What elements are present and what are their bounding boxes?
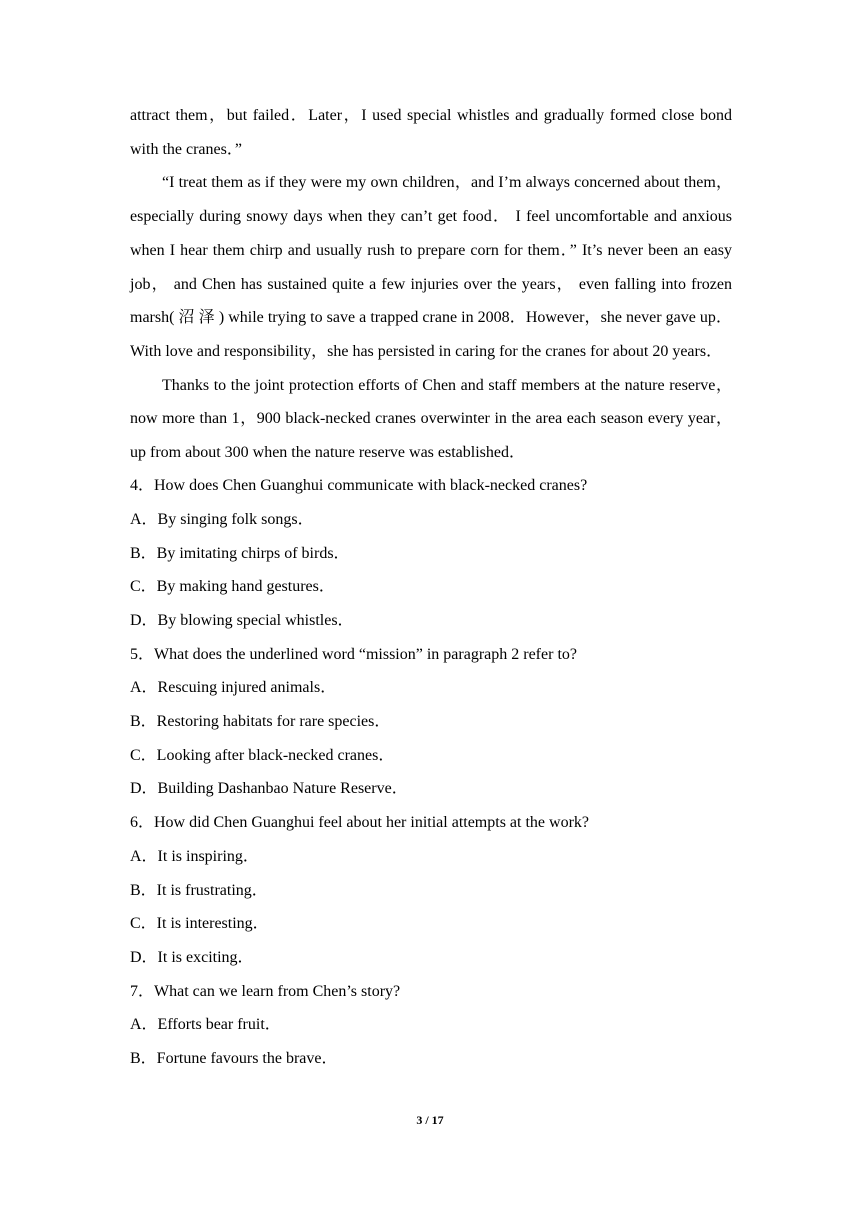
- option-c: C．It is interesting．: [130, 915, 269, 933]
- passage-paragraph-3: Thanks to the joint protection efforts of Chen and staff members at the nature reserve，now more than 1，900 black-necked cranes overwinter in the area each season every year， up from about 300 when the nature reserve was established．: [130, 376, 733, 461]
- option-a: A．Rescuing injured animals．: [130, 679, 337, 697]
- question-stem-start: 5．What does the underlined word: [130, 645, 359, 663]
- question-stem-end: in paragraph 2 refer to?: [422, 645, 577, 663]
- question-stem: 4．How does Chen Guanghui communicate with black-necked cranes?: [130, 477, 588, 495]
- passage-paragraph-2: “I treat them as if they were my own children，and I’m always concerned about them， especially during snowy days when they can’t get food． I feel uncomfortable and anxious when I hear them chirp and usually rush to prepare corn for them．” It’s never been an easy job， and Chen has sustained quite a few injuries over the years， even falling into frozen marsh( 沼 泽 ) while trying to save a trapped crane in 2008．However，she never gave up．With love and responsibility，she has persisted in caring for the cranes for about 20 years．: [130, 174, 732, 360]
- page-content: [130, 99, 732, 1076]
- question-7: [130, 975, 732, 1076]
- option-a: A．It is inspiring．: [130, 847, 259, 865]
- page-number: 3 / 17: [416, 1113, 444, 1127]
- passage-paragraph-1: attract them，but failed．Later，I used special whistles and gradually formed close bond with the cranes．”: [130, 107, 732, 158]
- option-c: C．Looking after black-necked cranes．: [130, 746, 395, 764]
- option-d: D．Building Dashanbao Nature Reserve．: [130, 780, 408, 798]
- question-stem: [130, 638, 732, 672]
- option-b: B．By imitating chirps of birds．: [130, 544, 350, 562]
- option-a: A．By singing folk songs．: [130, 510, 314, 528]
- question-6: [130, 806, 732, 975]
- option-b: B．Restoring habitats for rare species．: [130, 713, 391, 731]
- underlined-word: “mission”: [358, 645, 423, 663]
- option-d: D．By blowing special whistles．: [130, 611, 354, 629]
- option-b: B．It is frustrating．: [130, 881, 268, 899]
- option-c: C．By making hand gestures．: [130, 578, 335, 596]
- question-5: [130, 638, 732, 807]
- question-stem: 6．How did Chen Guanghui feel about her initial attempts at the work?: [130, 814, 590, 832]
- option-d: D．It is exciting．: [130, 948, 254, 966]
- question-4: [130, 469, 732, 638]
- option-a: A．Efforts bear fruit．: [130, 1016, 281, 1034]
- option-b: B．Fortune favours the brave．: [130, 1050, 338, 1068]
- question-stem: 7．What can we learn from Chen’s story?: [130, 982, 401, 1000]
